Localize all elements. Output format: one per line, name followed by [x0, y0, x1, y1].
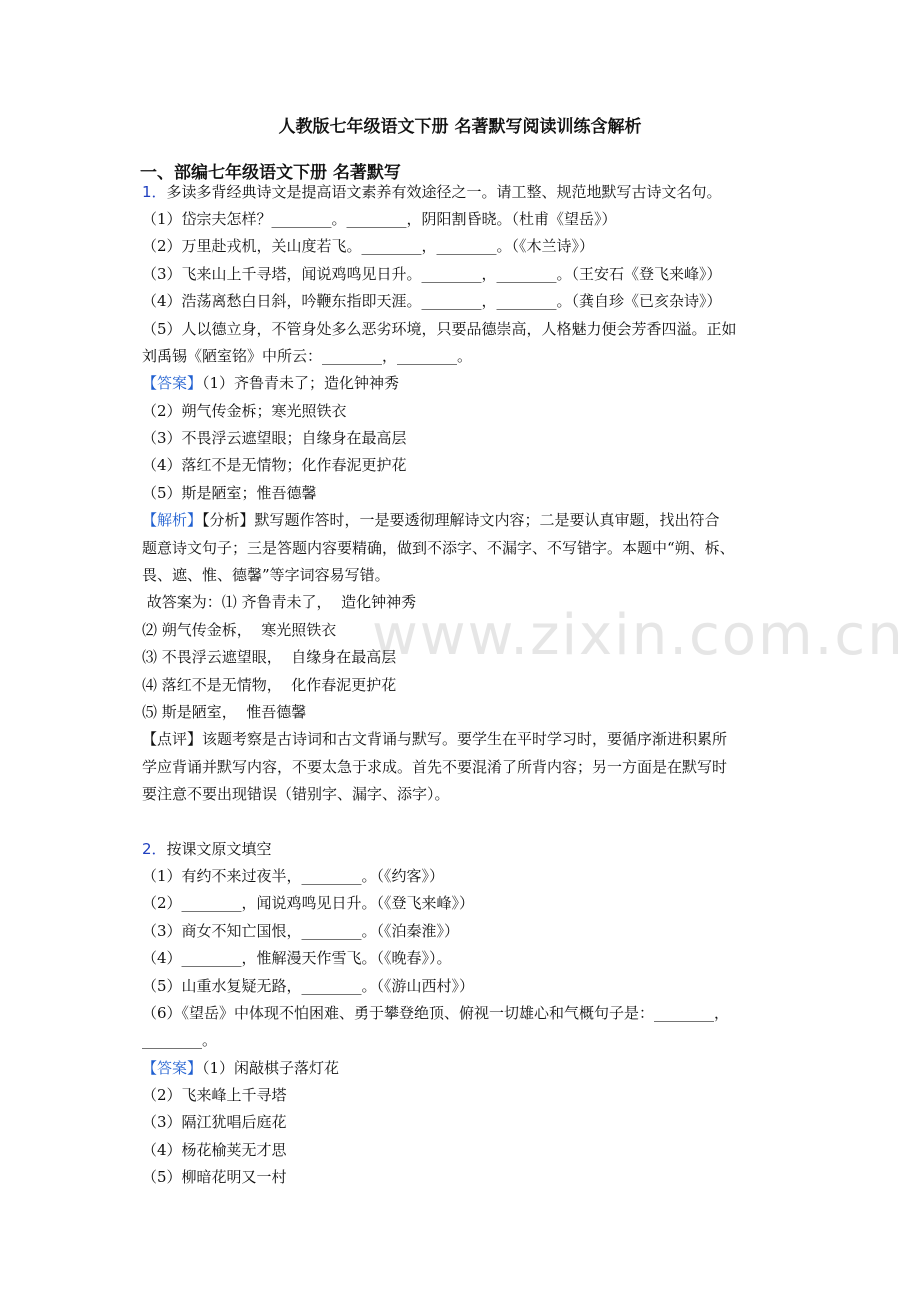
- q1-number: 1．: [142, 183, 167, 201]
- analysis-tag: 【解析】: [142, 511, 203, 529]
- answer-text: （1）闲敲棋子落灯花: [202, 1059, 340, 1077]
- q1-analysis-line: ⑵ 朔气传金柝， 寒光照铁衣: [142, 621, 337, 639]
- q1-analysis-line: 故答案为：⑴ 齐鲁青未了， 造化钟神秀: [142, 593, 417, 611]
- q2-item: （5）山重水复疑无路，________。（《游山西村》）: [142, 977, 475, 995]
- q2-item: ________。: [142, 1031, 218, 1049]
- q1-analysis-line: ⑸ 斯是陋室， 惟吾德馨: [142, 703, 307, 721]
- q2-item: （2）________，闻说鸡鸣见日升。（《登飞来峰》）: [142, 894, 475, 912]
- q2-item: （1）有约不来过夜半，________。（《约客》）: [142, 867, 445, 885]
- q1-stem: [142, 182, 792, 202]
- q1-comment-line: 学应背诵并默写内容，不要太急于求成。首先不要混淆了所背内容；另一方面是在默写时: [142, 758, 728, 776]
- q2-answer-line: （4）杨花榆荚无才思: [142, 1141, 287, 1159]
- section-heading: 一、部编七年级语文下册 名著默写: [140, 163, 401, 183]
- q1-answer-line: （5）斯是陋室；惟吾德馨: [142, 484, 317, 502]
- q2-item: （4）________，惟解漫天作雪飞。（《晚春》）。: [142, 949, 452, 967]
- answer-tag: 【答案】: [142, 374, 203, 392]
- analysis-text: 【分析】默写题作答时，一是要透彻理解诗文内容；二是要认真审题，找出符合: [202, 511, 720, 529]
- q1-analysis-line: ⑷ 落红不是无情物， 化作春泥更护花: [142, 676, 397, 694]
- q1-comment-line: 【点评】该题考察是古诗词和古文背诵与默写。要学生在平时学习时，要循序渐进积累所: [142, 730, 728, 748]
- q2-item: （6）《望岳》中体现不怕困难、勇于攀登绝顶、俯视一切雄心和气概句子是：________，: [142, 1004, 730, 1022]
- q1-item: （1）岱宗夫怎样？________。________，阴阳割昏晓。（杜甫《望岳》）: [142, 210, 617, 228]
- watermark: www.zixin.com.cn: [372, 603, 905, 668]
- q1-item: （4）浩荡离愁白日斜，吟鞭东指即天涯。________，________。（龚自珍《已亥杂诗》）: [142, 292, 722, 310]
- q1-analysis-line: ⑶ 不畏浮云遮望眼， 自缘身在最高层: [142, 648, 397, 666]
- q1-comment-line: 要注意不要出现错误（错别字、漏字、添字）。: [142, 785, 450, 803]
- q1-item: （3）飞来山上千寻塔，闻说鸡鸣见日升。________，________。（王安石《登飞来峰》）: [142, 265, 722, 283]
- q1-item: （5）人以德立身，不管身处多么恶劣环境，只要品德崇高，人格魅力便会芳香四溢。正如: [142, 320, 737, 338]
- q2-stem: [142, 839, 792, 859]
- q1-analysis: [142, 510, 792, 530]
- q1-answer-line: （4）落红不是无情物；化作春泥更护花: [142, 456, 407, 474]
- q1-stem-text: 多读多背经典诗文是提高语文素养有效途径之一。请工整、规范地默写古诗文名句。: [166, 183, 722, 201]
- answer-tag: 【答案】: [142, 1059, 203, 1077]
- q1-item: （2）万里赴戎机，关山度若飞。________，________。（《木兰诗》）: [142, 237, 595, 255]
- q2-stem-text: 按课文原文填空: [166, 840, 272, 858]
- q2-item: （3）商女不知亡国恨，________。（《泊秦淮》）: [142, 922, 460, 940]
- q1-item: 刘禹锡《陋室铭》中所云：________，________。: [142, 347, 473, 365]
- q1-answer-line: （3）不畏浮云遮望眼；自缘身在最高层: [142, 429, 407, 447]
- page-title: 人教版七年级语文下册 名著默写阅读训练含解析: [278, 117, 642, 137]
- q2-answer-line: （5）柳暗花明又一村: [142, 1168, 287, 1186]
- q1-answer-line: （2）朔气传金柝；寒光照铁衣: [142, 402, 347, 420]
- q1-analysis-line: 题意诗文句子；三是答题内容要精确，做到不添字、不漏字、不写错字。本题中“朔、柝、: [142, 539, 735, 557]
- q2-answer-line: （3）隔江犹唱后庭花: [142, 1113, 287, 1131]
- q1-answer: [142, 373, 792, 393]
- q2-answer: [142, 1058, 792, 1078]
- q2-number: 2．: [142, 840, 167, 858]
- answer-text: （1）齐鲁青未了；造化钟神秀: [202, 374, 400, 392]
- q2-answer-line: （2）飞来峰上千寻塔: [142, 1086, 287, 1104]
- q1-analysis-line: 畏、遮、惟、德馨”等字词容易写错。: [142, 566, 390, 584]
